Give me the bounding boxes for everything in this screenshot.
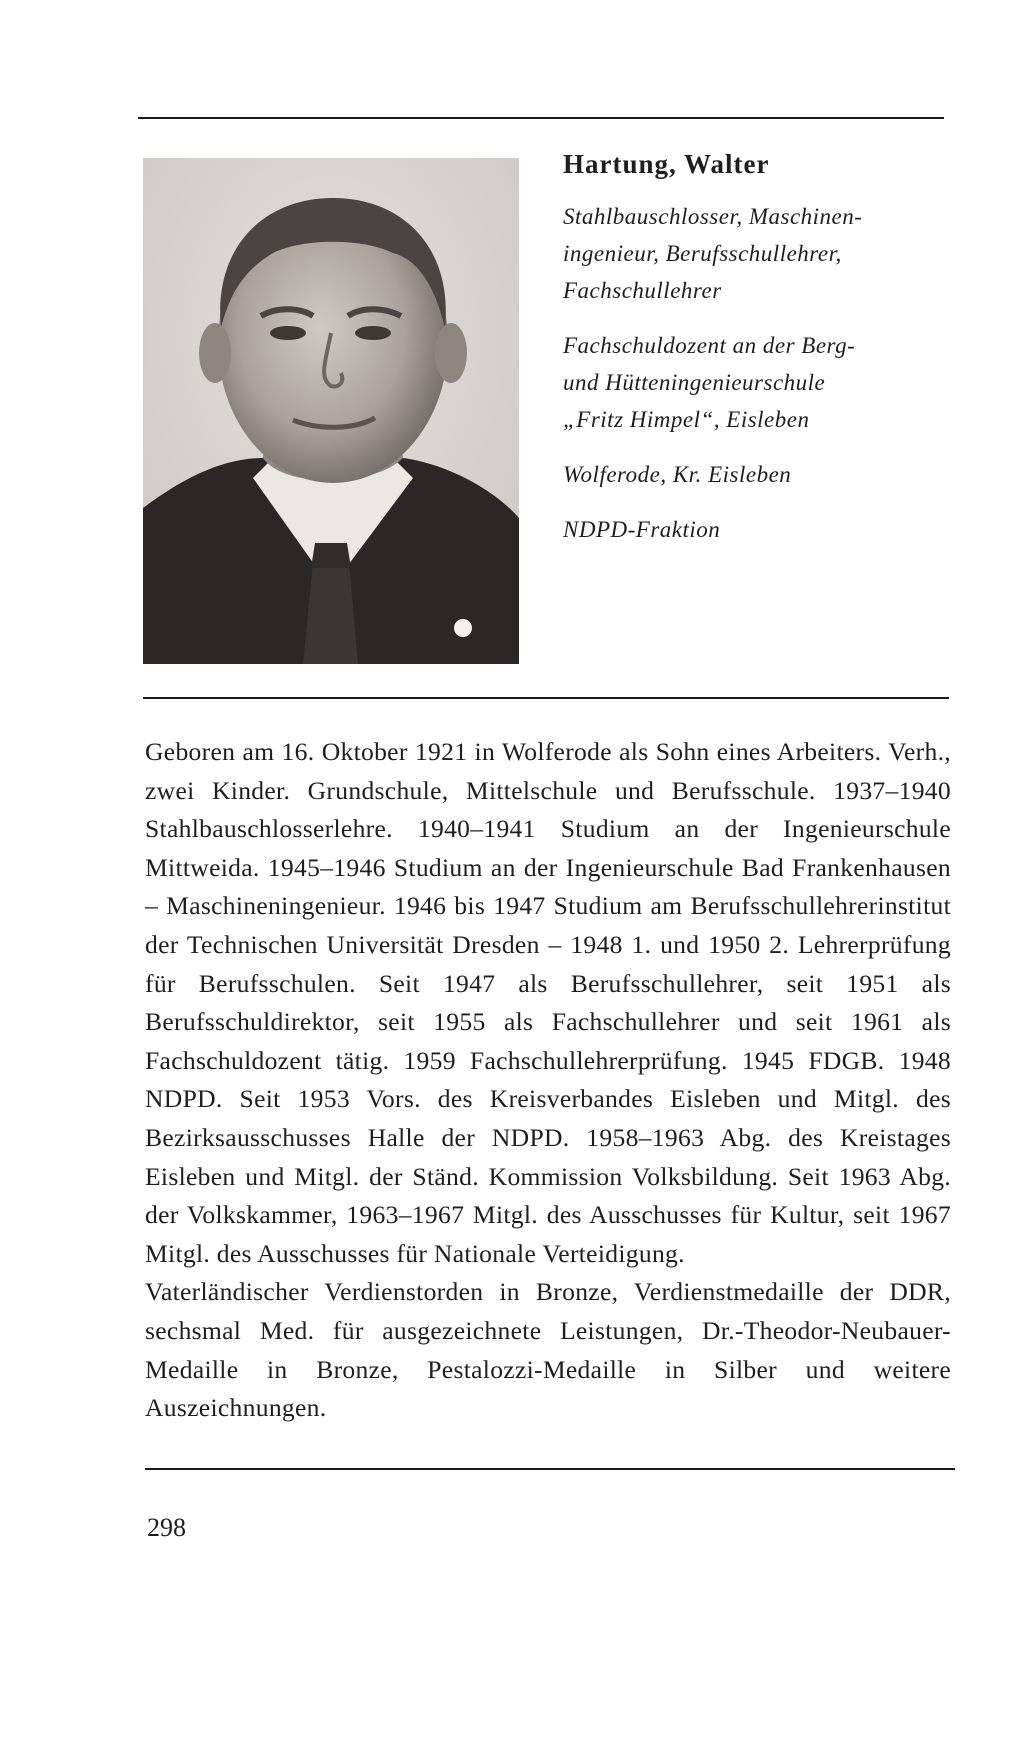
faction: NDPD-Fraktion [563, 517, 721, 543]
current-position: Fachschuldozent an der Berg- und Hütteningenieurschule „Fritz Himpel“, Eisleben [563, 333, 856, 433]
bottom-rule [145, 1468, 955, 1470]
page-number: 298 [147, 1513, 186, 1542]
top-rule [138, 117, 944, 119]
awards-paragraph: Vaterländischer Verdienstorden in Bronze, Verdienstmedaille der DDR, sechsmal Med. für ausgezeichnete Leistungen, Dr.-Theodor-Neubauer-Medaille in Bronze, Pestalozzi-Medaille in Silber und weitere Auszeichnungen. [145, 1277, 951, 1423]
residence: Wolferode, Kr. Eisleben [563, 462, 792, 488]
portrait-photo [143, 158, 519, 664]
entry-header [563, 148, 953, 566]
person-name: Hartung, Walter [563, 149, 770, 179]
middle-rule [143, 697, 949, 699]
biography [145, 733, 951, 1428]
occupation: Stahlbauschlosser, Maschinen- ingenieur, Berufsschullehrer, Fachschullehrer [563, 204, 863, 304]
biography-paragraph: Geboren am 16. Oktober 1921 in Wolferode als Sohn eines Arbeiters. Verh., zwei Kinder. Grundschule, Mittelschule und Berufsschule. 1937–1940 Stahlbauschlosserlehre. 1940–1941 Studium an der Ingenieurschule Mittweida. 1945–1946 Studium an der Ingenieurschule Bad Frankenhausen – Maschineningenieur. 1946 bis 1947 Studium am Berufsschullehrerinstitut der Technischen Universität Dresden – 1948 1. und 1950 2. Lehrerprüfung für Berufsschulen. Seit 1947 als Berufsschullehrer, seit 1951 als Berufsschuldirektor, seit 1955 als Fachschullehrer und seit 1961 als Fachschuldozent tätig. 1959 Fachschullehrerprüfung. 1945 FDGB. 1948 NDPD. Seit 1953 Vors. des Kreisverbandes Eisleben und Mitgl. des Bezirksausschusses Halle der NDPD. 1958–1963 Abg. des Kreistages Eisleben und Mitgl. der Ständ. Kommission Volksbildung. Seit 1963 Abg. der Volkskammer, 1963–1967 Mitgl. des Ausschusses für Kultur, seit 1967 Mitgl. des Ausschusses für Nationale Verteidigung. [145, 737, 951, 1268]
portrait-image [143, 158, 519, 664]
